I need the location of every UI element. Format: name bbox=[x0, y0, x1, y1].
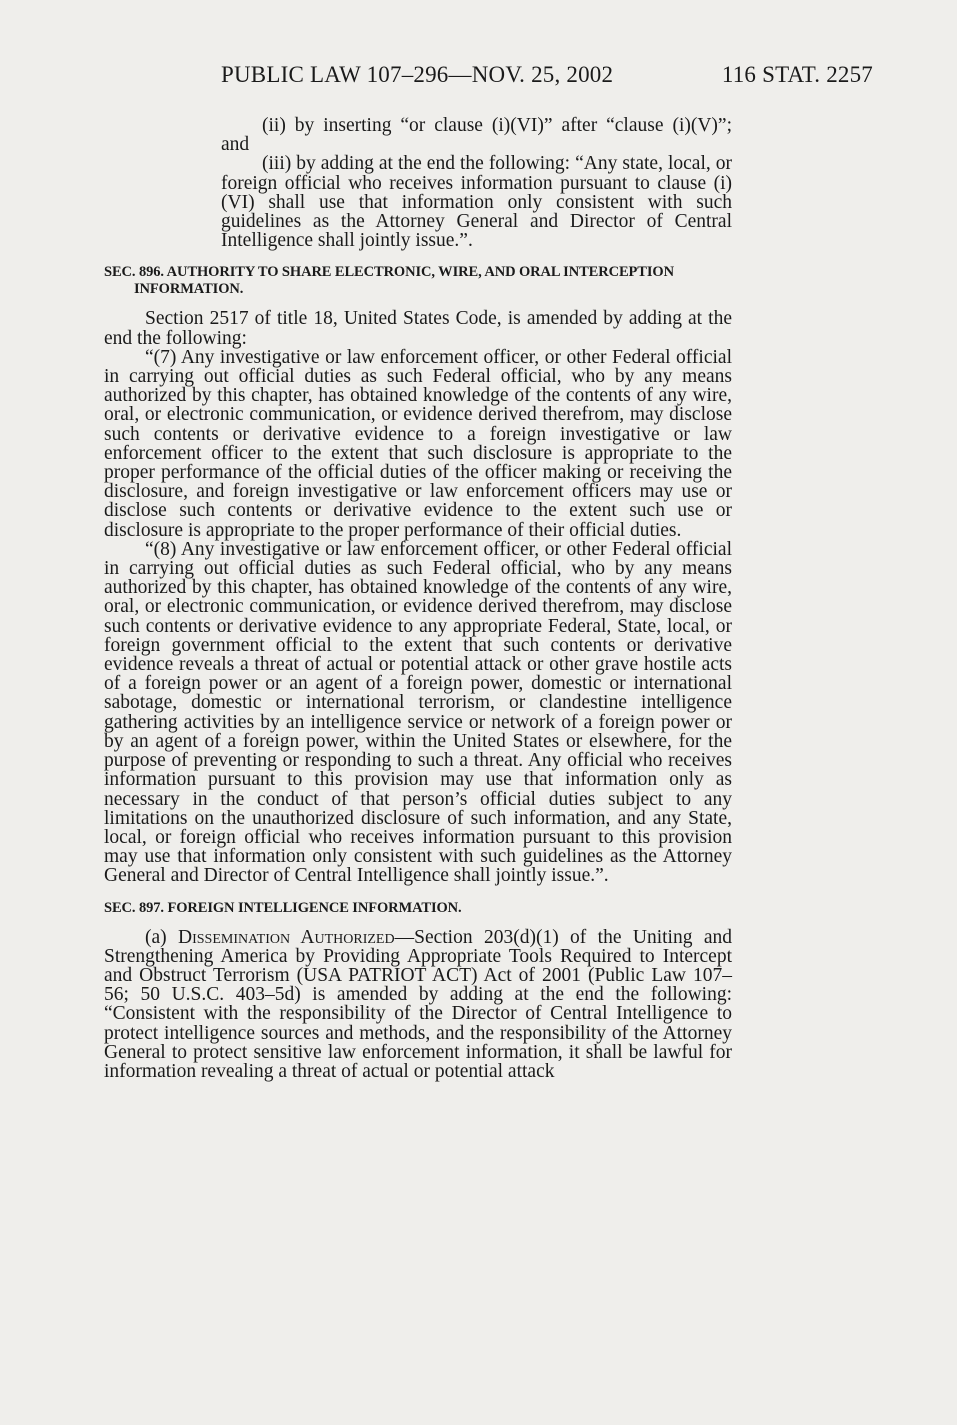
subsection-label: (a) bbox=[145, 926, 179, 948]
section-897-subsection-a bbox=[104, 928, 732, 1082]
section-896-paragraph-7: “(7) Any investigative or law enforcement officer, or other Federal official in carrying out official duties as such Federal official, who by any means authorized by this chapter, has obtained knowledge of the contents of any wire, oral, or electronic communication, or evidence derived therefrom, may disclose such contents or derivative evidence to a foreign investigative or law enforcement officer to the extent that such disclosure is appropriate to the proper performance of the official duties of the officer making or receiving the disclosure, and foreign investigative or law enforcement officers may use or disclose such contents or derivative evidence to the extent such use or disclosure is appropriate to the proper performance of their official duties. bbox=[104, 346, 732, 541]
statute-page-reference: 116 STAT. 2257 bbox=[721, 62, 873, 87]
running-head: PUBLIC LAW 107–296—NOV. 25, 2002 bbox=[221, 62, 614, 87]
section-896-intro: Section 2517 of title 18, United States Code, is amended by adding at the end the following: bbox=[104, 308, 732, 349]
clause-ii: (ii) by inserting “or clause (i)(VI)” after “clause (i)(V)”; and bbox=[221, 115, 732, 156]
page-header bbox=[221, 60, 873, 90]
subsection-title: Dissemination Authorized bbox=[178, 926, 395, 948]
section-896-paragraph-8: “(8) Any investigative or law enforcement officer, or other Federal official in carrying out official duties as such Federal official, who by any means authorized by this chapter, has obtained knowledge of the contents of any wire, oral, or electronic communication, or evidence derived therefrom, may disclose such contents or derivative evidence to any appropriate Federal, State, local, or foreign government official to the extent that such contents or derivative evidence reveals a threat of actual or potential attack or other grave hostile acts of a foreign power or an agent of a foreign power, domestic or international sabotage, domestic or international terrorism, or clandestine intelligence gathering activities by an intelligence service or network of a foreign power or by an agent of a foreign power, within the United States or elsewhere, for the purpose of preventing or responding to such a threat. Any official who receives information pursuant to this provision may use that information only as necessary in the conduct of that person’s official duties subject to any limitations on the unauthorized disclosure of such information, and any State, local, or foreign official who receives information pursuant to this provision may use that information only consistent with such guidelines as the Attorney General and Director of Central Intelligence shall jointly issue.”. bbox=[104, 538, 732, 887]
subsection-text: —Section 203(d)(1) of the Uniting and Strengthening America by Providing Appropriate Tools Required to Intercept and Obstruct Terrorism (USA PATRIOT ACT) Act of 2001 (Public Law 107–56; 50 U.S.C. 403–5d) is amended by adding at the end the following: “Consistent with the responsibility of the Director of Central Intelligence to protect intelligence sources and methods, and the responsibility of the Attorney General to protect sensitive law enforcement information, it shall be lawful for information revealing a threat of actual or potential attack bbox=[104, 926, 732, 1082]
page-body bbox=[104, 116, 732, 1081]
section-896-heading: SEC. 896. AUTHORITY TO SHARE ELECTRONIC, WIRE, AND ORAL INTERCEPTION INFORMATION. bbox=[104, 264, 674, 298]
section-897-heading: SEC. 897. FOREIGN INTELLIGENCE INFORMATION. bbox=[104, 899, 462, 916]
clause-iii: (iii) by adding at the end the following: “Any state, local, or foreign official who receives information pursuant to clause (i)(VI) shall use that information only consistent with such guidelines as the Attorney General and Director of Central Intelligence shall jointly issue.”. bbox=[221, 153, 732, 252]
